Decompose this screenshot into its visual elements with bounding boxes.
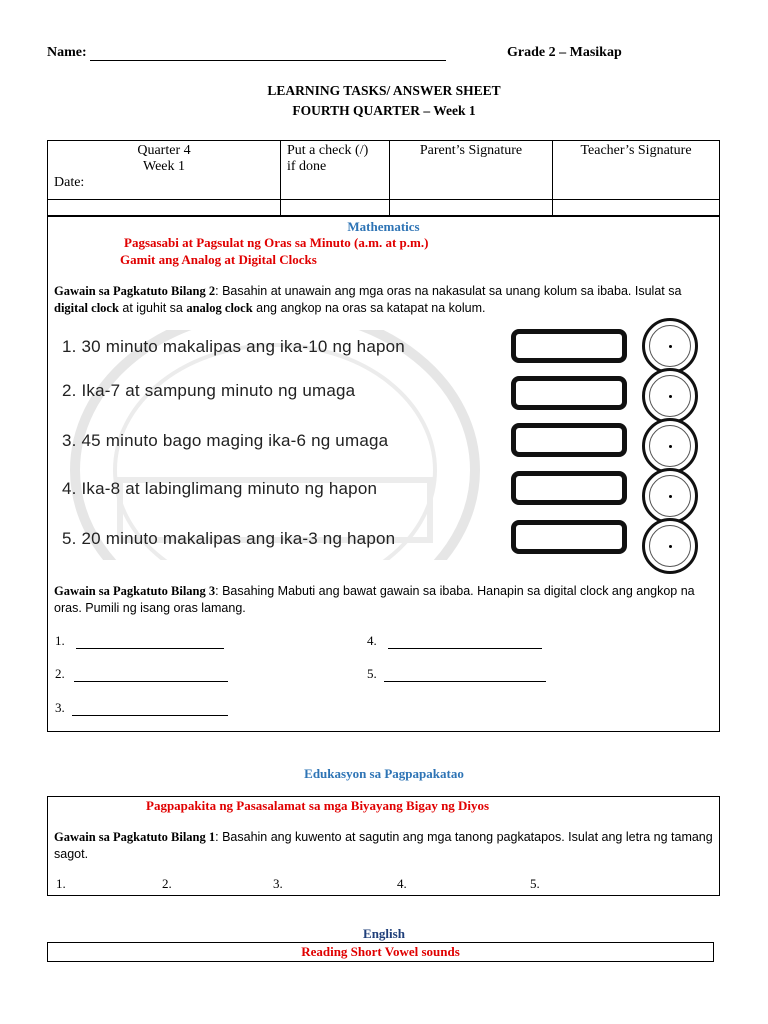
- math-task3-label: Gawain sa Pagkatuto Bilang 3: [54, 584, 216, 598]
- week-table: [47, 140, 720, 216]
- english-subject-title: English: [363, 926, 405, 941]
- quarter-label: Quarter 4: [137, 143, 191, 158]
- digital-clock-3[interactable]: [511, 423, 627, 457]
- math-answer-1: [55, 633, 224, 649]
- math-task2-text-a: : Basahin at unawain ang mga oras na nakasulat sa unang kolum sa ibaba. Isulat sa: [215, 284, 682, 298]
- math-answer-2-blank[interactable]: [74, 669, 228, 682]
- esp-answer-3[interactable]: 3.: [273, 876, 283, 891]
- teacher-signature-cell[interactable]: [553, 200, 720, 216]
- math-item-4: 4. Ika-8 at labinglimang minuto ng hapon: [62, 479, 378, 498]
- esp-answer-4[interactable]: 4.: [397, 876, 407, 891]
- math-task2-instructions: [54, 283, 714, 317]
- math-task2-text-c: ang angkop na oras sa katapat na kolum.: [252, 301, 486, 315]
- parent-signature-header: Parent’s Signature: [390, 141, 553, 200]
- math-answer-2-number: 2.: [55, 666, 65, 681]
- check-input-cell[interactable]: [281, 200, 390, 216]
- math-answer-5-blank[interactable]: [384, 669, 546, 682]
- analog-clock-5[interactable]: [642, 518, 698, 574]
- analog-clock-1[interactable]: [642, 318, 698, 374]
- digital-clock-5[interactable]: [511, 520, 627, 554]
- name-label: [47, 45, 446, 61]
- math-answer-5: [367, 666, 546, 682]
- grade-label: Grade 2 – Masikap: [507, 45, 622, 60]
- math-answer-2: [55, 666, 228, 682]
- esp-task1-instructions: [54, 829, 716, 863]
- math-answer-4-blank[interactable]: [388, 636, 542, 649]
- math-item-5: 5. 20 minuto makalipas ang ika-3 ng hapon: [62, 529, 396, 548]
- math-task3-text: : Basahing Mabuti ang bawat gawain sa ibaba. Hanapin sa digital clock ang angkop na oras. Pumili ng isang oras lamang.: [54, 584, 695, 615]
- teacher-signature-header: Teacher’s Signature: [553, 141, 720, 200]
- math-answer-3: [55, 700, 228, 716]
- esp-answer-1[interactable]: 1.: [56, 876, 66, 891]
- esp-task1-text: : Basahin ang kuwento at sagutin ang mga tanong pagkatapos. Isulat ang letra ng tamang sagot.: [54, 830, 713, 861]
- analog-clock-3[interactable]: [642, 418, 698, 474]
- check-cell: [281, 141, 390, 200]
- page-subtitle: FOURTH QUARTER – Week 1: [292, 103, 476, 118]
- math-answer-1-number: 1.: [55, 633, 65, 648]
- parent-signature-cell[interactable]: [390, 200, 553, 216]
- date-label: Date:: [54, 175, 85, 190]
- math-item-2: 2. Ika-7 at sampung minuto ng umaga: [62, 381, 356, 400]
- digital-clock-1[interactable]: [511, 329, 627, 363]
- check-label-1: Put a check (/): [287, 143, 369, 158]
- math-topic-line2: Gamit ang Analog at Digital Clocks: [120, 252, 317, 267]
- esp-subject-title: Edukasyon sa Pagpapakatao: [304, 766, 464, 781]
- date-input-cell[interactable]: [48, 200, 281, 216]
- math-item-1: 1. 30 minuto makalipas ang ika-10 ng hapon: [62, 337, 405, 356]
- name-label-text: Name:: [47, 45, 87, 60]
- math-answer-5-number: 5.: [367, 666, 377, 681]
- math-subject-title: Mathematics: [347, 219, 420, 234]
- name-field[interactable]: [90, 48, 446, 61]
- math-topic-line1: Pagsasabi at Pagsulat ng Oras sa Minuto (a.m. at p.m.): [124, 235, 429, 250]
- esp-topic: Pagpapakita ng Pasasalamat sa mga Biyayang Bigay ng Diyos: [146, 798, 490, 813]
- math-answer-1-blank[interactable]: [76, 636, 224, 649]
- esp-answer-2[interactable]: 2.: [162, 876, 172, 891]
- analog-clock-2[interactable]: [642, 368, 698, 424]
- math-item-3: 3. 45 minuto bago maging ika-6 ng umaga: [62, 431, 389, 450]
- math-answer-4: [367, 633, 542, 649]
- math-task2-text-b: at iguhit sa: [118, 301, 187, 315]
- math-task2-label: Gawain sa Pagkatuto Bilang 2: [54, 284, 216, 298]
- english-topic: Reading Short Vowel sounds: [301, 944, 460, 959]
- digital-clock-2[interactable]: [511, 376, 627, 410]
- digital-clock-4[interactable]: [511, 471, 627, 505]
- math-answer-4-number: 4.: [367, 633, 377, 648]
- math-task3-instructions: [54, 583, 716, 617]
- check-label-2: if done: [287, 159, 327, 174]
- math-task2-bold1: digital clock: [54, 301, 119, 315]
- week-label: Week 1: [142, 159, 186, 174]
- esp-answer-5[interactable]: 5.: [530, 876, 540, 891]
- quarter-cell: [48, 141, 281, 200]
- math-task2-bold2: analog clock: [186, 301, 253, 315]
- page-title: LEARNING TASKS/ ANSWER SHEET: [267, 83, 501, 98]
- math-answer-3-blank[interactable]: [72, 703, 228, 716]
- math-answer-3-number: 3.: [55, 700, 65, 715]
- esp-task1-label: Gawain sa Pagkatuto Bilang 1: [54, 830, 216, 844]
- analog-clock-4[interactable]: [642, 468, 698, 524]
